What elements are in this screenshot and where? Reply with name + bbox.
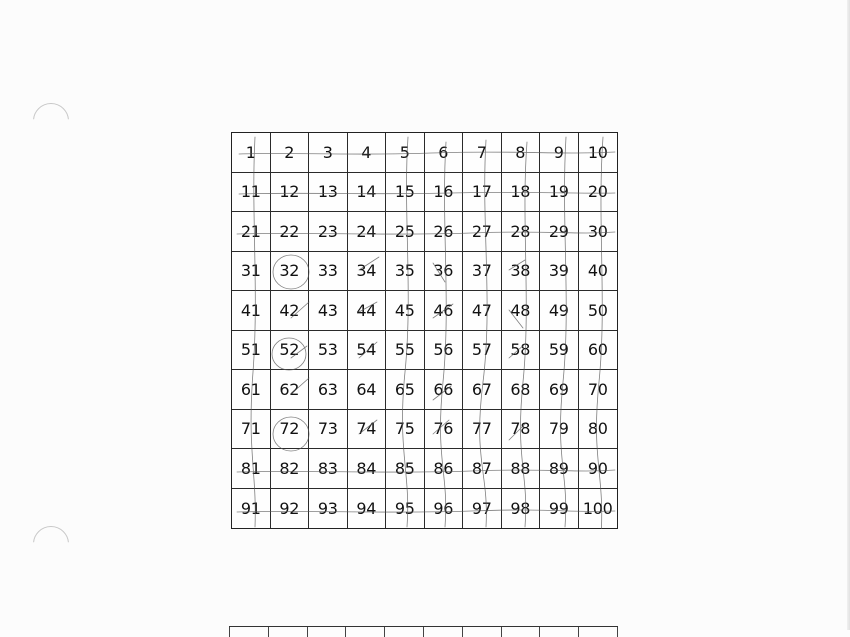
chart-cell: 88 <box>502 449 541 489</box>
chart-cell: 75 <box>386 410 425 450</box>
chart-cell: 35 <box>386 252 425 292</box>
chart-cell: 38 <box>502 252 541 292</box>
chart-cell: 16 <box>425 173 464 213</box>
chart-cell: 27 <box>463 212 502 252</box>
chart-cell: 39 <box>540 252 579 292</box>
chart-cell: 26 <box>425 212 464 252</box>
chart-cell: 68 <box>502 370 541 410</box>
chart-cell: 95 <box>386 489 425 529</box>
chart-cell: 6 <box>425 133 464 173</box>
chart-cell: 97 <box>463 489 502 529</box>
chart-cell: 7 <box>463 133 502 173</box>
chart-cell: 77 <box>463 410 502 450</box>
chart-cell: 10 <box>579 133 618 173</box>
punch-hole-top <box>33 103 69 139</box>
chart-cell: 81 <box>232 449 271 489</box>
chart-cell: 89 <box>540 449 579 489</box>
chart-cell: 57 <box>463 331 502 371</box>
chart-cell: 71 <box>232 410 271 450</box>
chart-cell: 90 <box>579 449 618 489</box>
chart-cell: 40 <box>579 252 618 292</box>
chart-cell: 41 <box>232 291 271 331</box>
chart-cell: 60 <box>579 331 618 371</box>
chart-cell: 59 <box>540 331 579 371</box>
chart-cell: 82 <box>271 449 310 489</box>
chart-cell: 72 <box>271 410 310 450</box>
chart-cell: 34 <box>348 252 387 292</box>
chart-cell: 79 <box>540 410 579 450</box>
chart-cell: 48 <box>502 291 541 331</box>
chart-cell: 52 <box>271 331 310 371</box>
chart-cell: 56 <box>425 331 464 371</box>
chart-cell: 20 <box>579 173 618 213</box>
chart-cell: 50 <box>579 291 618 331</box>
chart-cell: 99 <box>540 489 579 529</box>
chart-cell: 4 <box>348 133 387 173</box>
chart-cell: 12 <box>271 173 310 213</box>
chart-cell: 14 <box>348 173 387 213</box>
chart-cell: 46 <box>425 291 464 331</box>
chart-cell: 76 <box>425 410 464 450</box>
chart-cell: 24 <box>348 212 387 252</box>
chart-cell: 98 <box>502 489 541 529</box>
chart-cell: 74 <box>348 410 387 450</box>
chart-cell: 11 <box>232 173 271 213</box>
chart-cell: 37 <box>463 252 502 292</box>
chart-cell: 54 <box>348 331 387 371</box>
chart-cell: 67 <box>463 370 502 410</box>
chart-cell: 69 <box>540 370 579 410</box>
chart-cell: 3 <box>309 133 348 173</box>
chart-cell: 36 <box>425 252 464 292</box>
chart-cell: 49 <box>540 291 579 331</box>
chart-cell: 2 <box>271 133 310 173</box>
chart-cell: 65 <box>386 370 425 410</box>
chart-cell: 45 <box>386 291 425 331</box>
chart-cell: 47 <box>463 291 502 331</box>
chart-cell: 28 <box>502 212 541 252</box>
chart-cell: 25 <box>386 212 425 252</box>
chart-cell: 55 <box>386 331 425 371</box>
chart-cell: 31 <box>232 252 271 292</box>
chart-cell: 13 <box>309 173 348 213</box>
chart-cell: 100 <box>582 498 613 518</box>
chart-cell: 92 <box>271 489 310 529</box>
chart-cell: 19 <box>540 173 579 213</box>
chart-cell: 22 <box>271 212 310 252</box>
chart-cell: 73 <box>309 410 348 450</box>
chart-cell: 64 <box>348 370 387 410</box>
chart-cell: 9 <box>540 133 579 173</box>
next-chart-top-edge <box>229 626 618 637</box>
chart-cell: 43 <box>309 291 348 331</box>
chart-cell: 42 <box>271 291 310 331</box>
chart-cell: 93 <box>309 489 348 529</box>
punch-hole-bottom <box>33 526 69 562</box>
chart-cell: 96 <box>425 489 464 529</box>
chart-cell: 44 <box>348 291 387 331</box>
chart-cell: 83 <box>309 449 348 489</box>
chart-cell: 29 <box>540 212 579 252</box>
chart-cell: 32 <box>271 252 310 292</box>
chart-cell: 18 <box>502 173 541 213</box>
chart-cell: 21 <box>232 212 271 252</box>
chart-cell: 1 <box>232 133 271 173</box>
chart-cell: 51 <box>232 331 271 371</box>
chart-cell: 15 <box>386 173 425 213</box>
chart-cell: 80 <box>579 410 618 450</box>
hundreds-chart-grid <box>231 132 618 529</box>
chart-cell: 78 <box>502 410 541 450</box>
chart-cell: 23 <box>309 212 348 252</box>
chart-cell: 94 <box>348 489 387 529</box>
chart-cell: 5 <box>386 133 425 173</box>
chart-cell: 61 <box>232 370 271 410</box>
chart-cell: 87 <box>463 449 502 489</box>
chart-cell: 8 <box>502 133 541 173</box>
chart-cell: 66 <box>425 370 464 410</box>
chart-cell: 53 <box>309 331 348 371</box>
chart-cell: 62 <box>271 370 310 410</box>
chart-cell: 58 <box>502 331 541 371</box>
chart-cell: 17 <box>463 173 502 213</box>
chart-cell: 91 <box>232 489 271 529</box>
chart-cell: 63 <box>309 370 348 410</box>
chart-cell: 86 <box>425 449 464 489</box>
chart-cell: 30 <box>579 212 618 252</box>
chart-cell: 85 <box>386 449 425 489</box>
chart-cell: 70 <box>579 370 618 410</box>
chart-cell: 33 <box>309 252 348 292</box>
chart-cell: 84 <box>348 449 387 489</box>
